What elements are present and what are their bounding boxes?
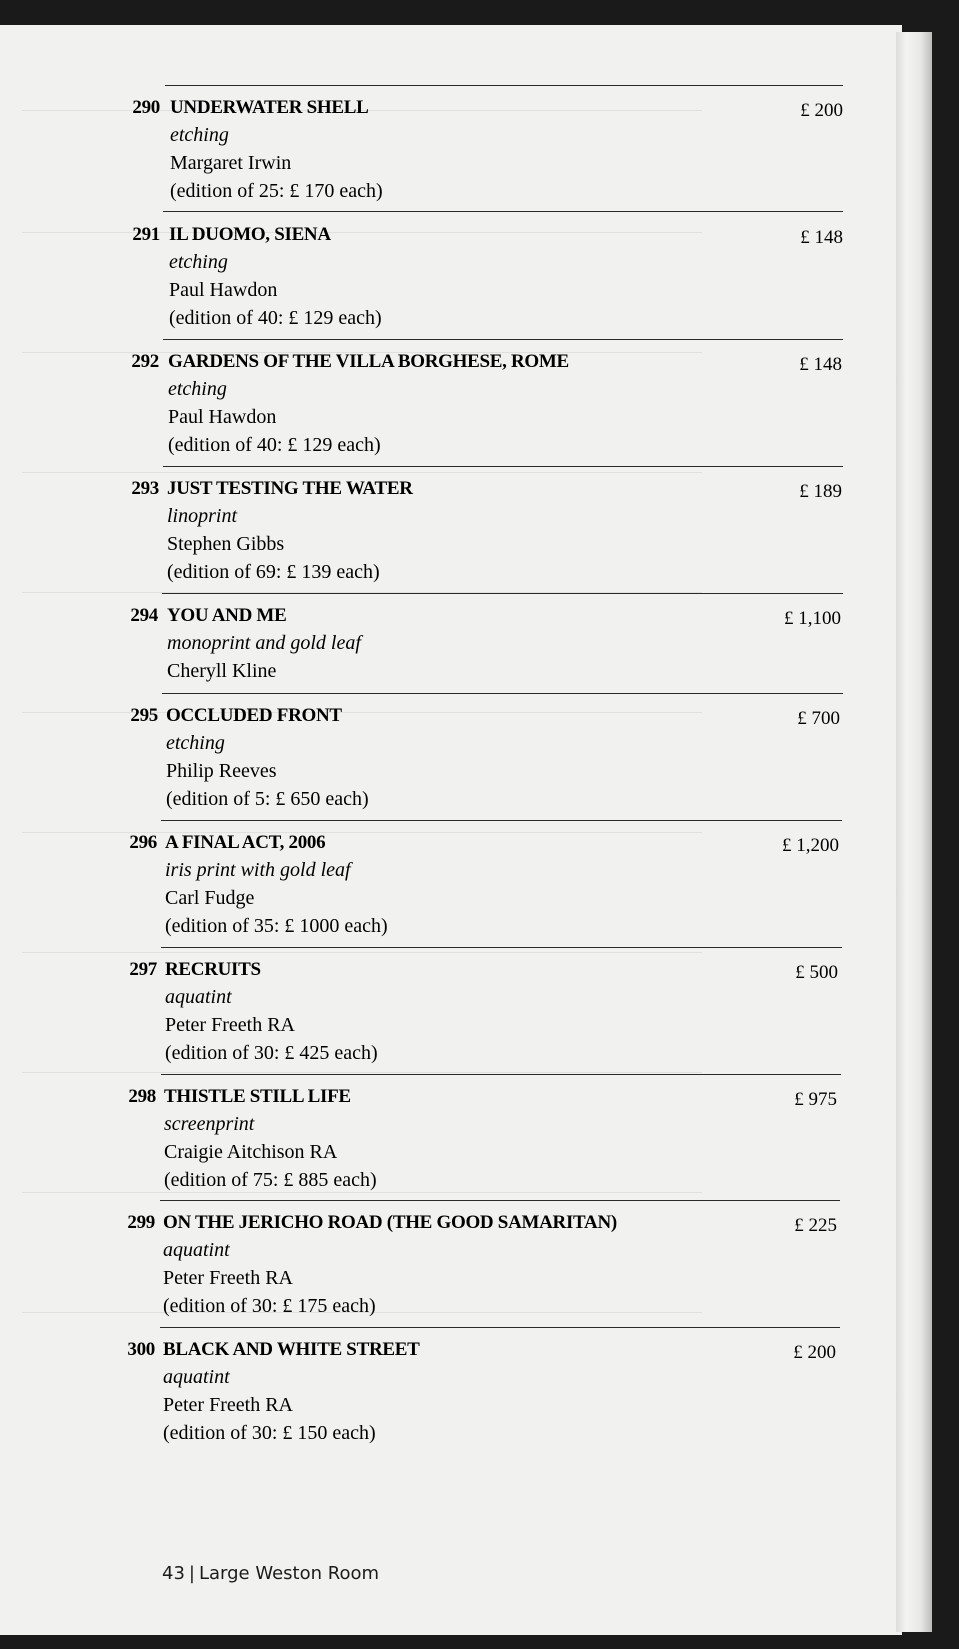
- entry-artist: Carl Fudge: [165, 887, 255, 909]
- show-through-rule: [22, 1072, 702, 1073]
- entry-title: ON THE JERICHO ROAD (THE GOOD SAMARITAN): [163, 1212, 617, 1233]
- entry-artist: Peter Freeth RA: [163, 1267, 293, 1289]
- page-number: 43: [162, 1563, 185, 1584]
- entry-number: 290: [132, 97, 160, 118]
- entry-price: £ 1,200: [782, 835, 839, 856]
- entry-title: THISTLE STILL LIFE: [164, 1086, 351, 1107]
- entry-title: GARDENS OF THE VILLA BORGHESE, ROME: [168, 351, 569, 372]
- entry-edition: (edition of 25: £ 170 each): [170, 180, 383, 202]
- entry-rule: [165, 85, 843, 86]
- entry-artist: Peter Freeth RA: [163, 1394, 293, 1416]
- entry-edition: (edition of 69: £ 139 each): [167, 561, 380, 583]
- entry-number: 295: [130, 705, 158, 726]
- entry-price: £ 225: [794, 1215, 837, 1236]
- entry-edition: (edition of 30: £ 425 each): [165, 1042, 378, 1064]
- entry-rule: [160, 1200, 840, 1201]
- entry-artist: Paul Hawdon: [169, 279, 278, 301]
- entry-rule: [160, 1327, 840, 1328]
- entry-number: 300: [127, 1339, 155, 1360]
- entry-price: £ 1,100: [784, 608, 841, 629]
- entry-number: 297: [129, 959, 157, 980]
- entry-edition: (edition of 35: £ 1000 each): [165, 915, 388, 937]
- entry-artist: Stephen Gibbs: [167, 533, 285, 555]
- show-through-rule: [22, 952, 702, 953]
- entry-price: £ 189: [799, 481, 842, 502]
- page-footer: [162, 1563, 379, 1584]
- entry-edition: (edition of 30: £ 175 each): [163, 1295, 376, 1317]
- entry-rule: [163, 339, 843, 340]
- entry-title: A FINAL ACT, 2006: [165, 832, 326, 853]
- entry-medium: iris print with gold leaf: [165, 859, 351, 881]
- entry-number: 293: [131, 478, 159, 499]
- entry-medium: etching: [166, 732, 225, 754]
- entry-medium: linoprint: [167, 505, 238, 527]
- entry-price: £ 975: [794, 1089, 837, 1110]
- entry-number: 298: [128, 1086, 156, 1107]
- entry-title: IL DUOMO, SIENA: [169, 224, 331, 245]
- entry-rule: [163, 211, 843, 212]
- entry-medium: etching: [168, 378, 227, 400]
- entry-artist: Cheryll Kline: [167, 660, 277, 682]
- catalogue-page: [0, 25, 902, 1635]
- entry-edition: (edition of 40: £ 129 each): [169, 307, 382, 329]
- entry-artist: Peter Freeth RA: [165, 1014, 295, 1036]
- entry-medium: etching: [170, 124, 229, 146]
- entry-medium: etching: [169, 251, 228, 273]
- entry-price: £ 200: [800, 100, 843, 121]
- page-edge: [896, 32, 932, 1632]
- entry-artist: Margaret Irwin: [170, 152, 292, 174]
- show-through-rule: [22, 1192, 702, 1193]
- entry-rule: [161, 947, 842, 948]
- entry-number: 291: [132, 224, 160, 245]
- entry-artist: Paul Hawdon: [168, 406, 277, 428]
- entry-medium: aquatint: [163, 1239, 230, 1261]
- entry-title: BLACK AND WHITE STREET: [163, 1339, 420, 1360]
- entry-title: UNDERWATER SHELL: [170, 97, 369, 118]
- entry-rule: [161, 820, 842, 821]
- entry-artist: Philip Reeves: [166, 760, 277, 782]
- entry-medium: aquatint: [163, 1366, 230, 1388]
- entry-rule: [163, 466, 843, 467]
- entry-number: 299: [127, 1212, 155, 1233]
- entry-price: £ 148: [799, 354, 842, 375]
- entry-title: YOU AND ME: [167, 605, 287, 626]
- entry-number: 296: [129, 832, 157, 853]
- entry-title: RECRUITS: [165, 959, 261, 980]
- entry-rule: [161, 1074, 841, 1075]
- entry-price: £ 500: [795, 962, 838, 983]
- entry-number: 294: [130, 605, 158, 626]
- entry-price: £ 700: [797, 708, 840, 729]
- show-through: [0, 25, 902, 1635]
- entry-price: £ 200: [793, 1342, 836, 1363]
- entry-rule: [162, 593, 843, 594]
- entry-artist: Craigie Aitchison RA: [164, 1141, 338, 1163]
- entry-edition: (edition of 30: £ 150 each): [163, 1422, 376, 1444]
- footer-separator: |: [188, 1563, 195, 1584]
- entry-edition: (edition of 75: £ 885 each): [164, 1169, 377, 1191]
- entry-rule: [162, 693, 843, 694]
- entry-number: 292: [131, 351, 159, 372]
- entry-medium: aquatint: [165, 986, 232, 1008]
- show-through-rule: [22, 472, 702, 473]
- entry-medium: monoprint and gold leaf: [167, 632, 361, 654]
- section-name: Large Weston Room: [198, 1563, 380, 1584]
- entry-price: £ 148: [800, 227, 843, 248]
- entry-title: OCCLUDED FRONT: [166, 705, 342, 726]
- entry-edition: (edition of 5: £ 650 each): [166, 788, 369, 810]
- entry-medium: screenprint: [164, 1113, 255, 1135]
- entry-edition: (edition of 40: £ 129 each): [168, 434, 381, 456]
- entry-title: JUST TESTING THE WATER: [167, 478, 413, 499]
